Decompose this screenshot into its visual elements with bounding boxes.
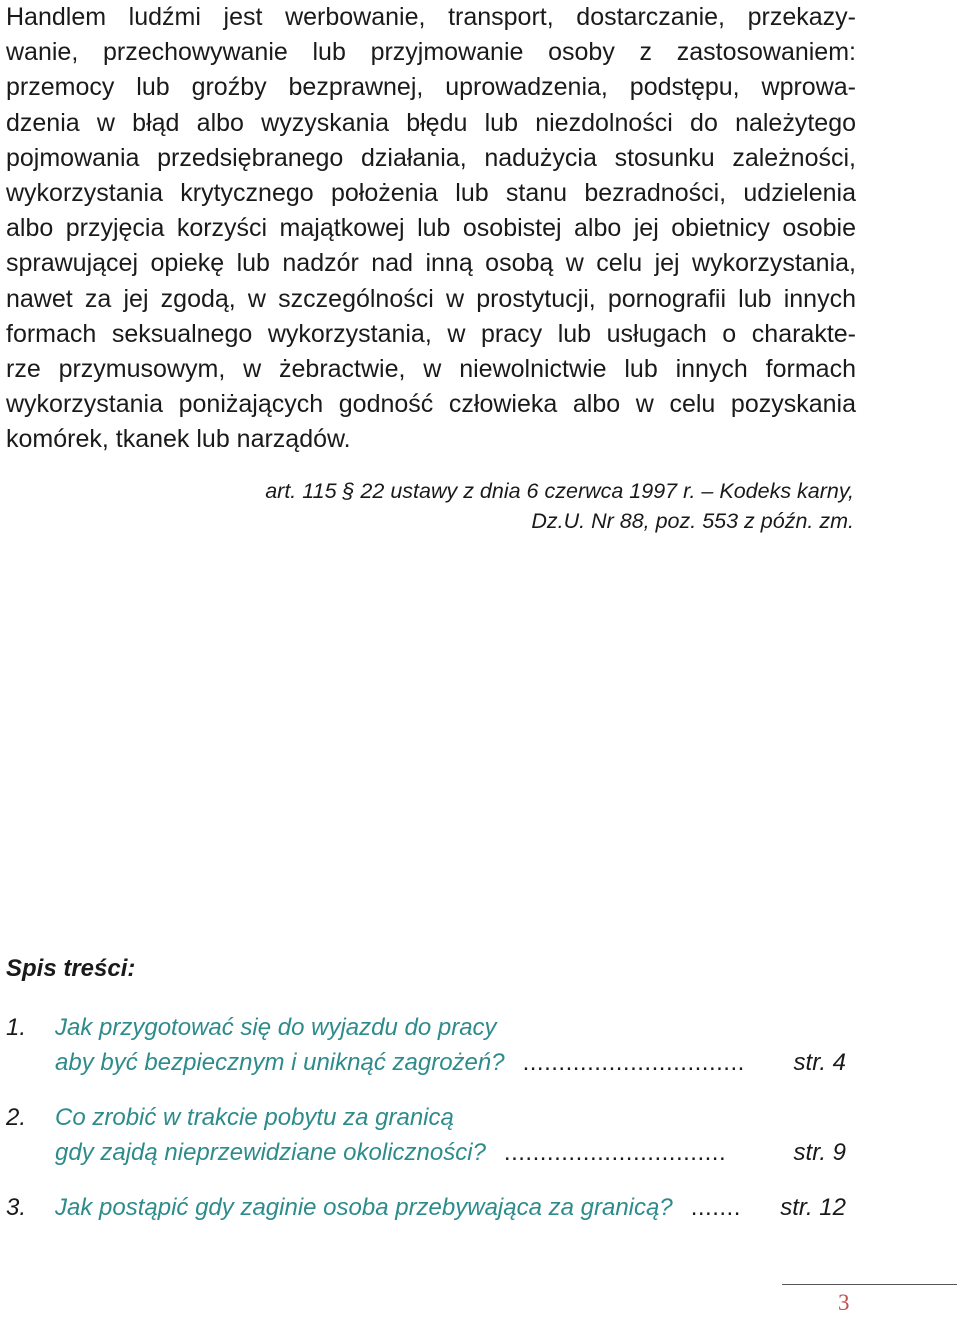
toc-leader-dots: ............................... [522, 1049, 745, 1076]
definition-line: nawet za jej zgodą, w szczególności w prostytucji, pornografii lub innych [6, 284, 856, 313]
toc-item-title-line[interactable]: Jak przygotować się do wyjazdu do pracy [55, 1014, 497, 1041]
toc-item-title-text[interactable]: gdy zajdą nieprzewidziane okoliczności? [55, 1139, 486, 1166]
toc-item-title-text[interactable]: Jak postąpić gdy zaginie osoba przebywająca za granicą? [55, 1194, 673, 1221]
toc-item-3[interactable] [6, 1190, 846, 1225]
legal-citation [265, 476, 854, 536]
toc-item-2[interactable] [6, 1100, 846, 1170]
definition-line: sprawującej opiekę lub nadzór nad inną osobą w celu jej wykorzystania, [6, 249, 856, 278]
footer-rule [782, 1284, 957, 1285]
definition-line: przemocy lub groźby bezprawnej, uprowadzenia, podstępu, wprowa- [6, 73, 856, 102]
toc-leader-dots: ............................... [503, 1139, 727, 1166]
definition-line: wykorzystania poniżających godność człowieka albo w celu pozyskania [6, 390, 856, 419]
toc-leader-dots: ....... [690, 1194, 741, 1221]
definition-paragraph [6, 0, 856, 458]
citation-line: art. 115 § 22 ustawy z dnia 6 czerwca 1997 r. – Kodeks karny, [265, 479, 854, 503]
definition-line: wanie, przechowywanie lub przyjmowanie osoby z zastosowaniem: [6, 38, 856, 67]
page-number: 3 [838, 1290, 850, 1315]
definition-line: albo przyjęcia korzyści majątkowej lub osobistej albo jej obietnicy osobie [6, 214, 856, 243]
toc-item-page: str. 9 [793, 1139, 846, 1166]
toc-item-number: 2. [6, 1104, 27, 1131]
toc-heading: Spis treści: [6, 955, 136, 982]
toc-item-number: 1. [6, 1014, 27, 1041]
toc-item-title-line[interactable]: Co zrobić w trakcie pobytu za granicą [55, 1104, 454, 1131]
citation-line: Dz.U. Nr 88, poz. 553 z późn. zm. [531, 509, 854, 533]
definition-line: formach seksualnego wykorzystania, w pracy lub usługach o charakte- [6, 319, 856, 348]
toc-item-title-line[interactable] [55, 1045, 846, 1080]
definition-line: komórek, tkanek lub narządów. [6, 425, 351, 454]
toc-item-title-line[interactable] [55, 1190, 846, 1225]
definition-line: wykorzystania krytycznego położenia lub stanu bezradności, udzielenia [6, 179, 856, 208]
toc-item-title-text[interactable]: aby być bezpiecznym i uniknąć zagrożeń? [55, 1049, 505, 1076]
definition-line: pojmowania przedsiębranego działania, nadużycia stosunku zależności, [6, 143, 856, 172]
toc-item-number: 3. [6, 1194, 27, 1221]
toc-item-1[interactable] [6, 1010, 846, 1080]
toc-item-title-line[interactable] [55, 1135, 846, 1170]
toc-item-page: str. 12 [780, 1194, 846, 1221]
definition-line: dzenia w błąd albo wyzyskania błędu lub niezdolności do należytego [6, 108, 856, 137]
definition-line: rze przymusowym, w żebractwie, w niewolnictwie lub innych formach [6, 355, 856, 384]
definition-line: Handlem ludźmi jest werbowanie, transport, dostarczanie, przekazy- [6, 3, 856, 31]
toc-item-page: str. 4 [793, 1049, 846, 1076]
